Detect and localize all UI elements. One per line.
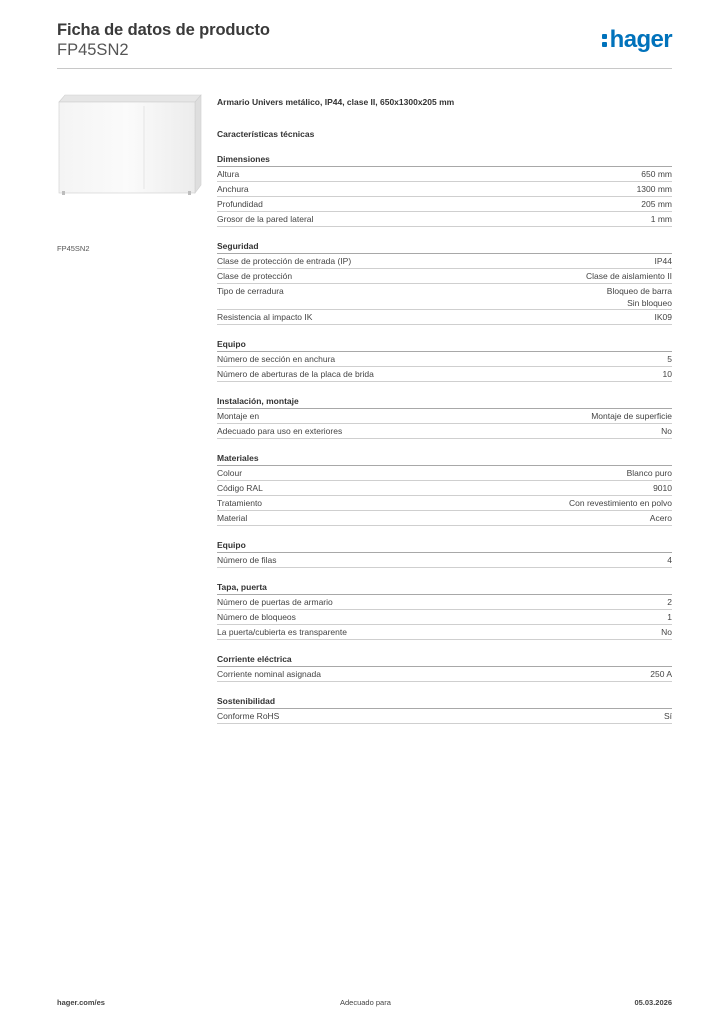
spec-content bbox=[217, 96, 672, 724]
spec-value: 650 mm bbox=[641, 169, 672, 179]
spec-value: IP44 bbox=[654, 256, 672, 266]
image-caption: FP45SN2 bbox=[57, 244, 90, 253]
spec-value: 1 bbox=[667, 612, 672, 622]
logo-mark-icon bbox=[602, 30, 608, 48]
spec-label: Resistencia al impacto IK bbox=[217, 312, 313, 322]
spec-value: 250 A bbox=[650, 669, 672, 679]
spec-label: Altura bbox=[217, 169, 240, 179]
header-divider bbox=[57, 68, 672, 69]
spec-row bbox=[217, 254, 672, 269]
section-title: Materiales bbox=[217, 452, 672, 466]
spec-row bbox=[217, 625, 672, 640]
spec-label: La puerta/cubierta es transparente bbox=[217, 627, 347, 637]
spec-value: 205 mm bbox=[641, 199, 672, 209]
section-title: Instalación, montaje bbox=[217, 395, 672, 409]
spec-value: Bloqueo de barra Sin bloqueo bbox=[606, 286, 672, 308]
spec-row bbox=[217, 553, 672, 568]
spec-row bbox=[217, 709, 672, 724]
spec-value: 4 bbox=[667, 555, 672, 565]
spec-row bbox=[217, 511, 672, 526]
spec-row bbox=[217, 197, 672, 212]
spec-value: IK09 bbox=[654, 312, 672, 322]
section-title: Dimensiones bbox=[217, 153, 672, 167]
spec-row bbox=[217, 466, 672, 481]
spec-label: Grosor de la pared lateral bbox=[217, 214, 314, 224]
spec-value: 9010 bbox=[653, 483, 672, 493]
spec-row bbox=[217, 367, 672, 382]
spec-label: Número de puertas de armario bbox=[217, 597, 333, 607]
spec-label: Anchura bbox=[217, 184, 249, 194]
spec-section bbox=[217, 153, 672, 227]
section-title: Equipo bbox=[217, 338, 672, 352]
spec-label: Número de bloqueos bbox=[217, 612, 296, 622]
spec-label: Adecuado para uso en exteriores bbox=[217, 426, 343, 436]
spec-label: Tratamiento bbox=[217, 498, 263, 508]
spec-value: Blanco puro bbox=[626, 468, 672, 478]
page-header bbox=[57, 20, 672, 70]
spec-row bbox=[217, 424, 672, 439]
section-title: Corriente eléctrica bbox=[217, 653, 672, 667]
spec-row bbox=[217, 595, 672, 610]
spec-row bbox=[217, 284, 672, 310]
section-title: Sostenibilidad bbox=[217, 695, 672, 709]
page-title: Ficha de datos de producto bbox=[57, 21, 270, 39]
spec-value: Con revestimiento en polvo bbox=[568, 498, 672, 508]
spec-section bbox=[217, 581, 672, 640]
spec-value: Sí bbox=[663, 711, 672, 721]
spec-value: 1300 mm bbox=[636, 184, 672, 194]
spec-value: Clase de aislamiento II bbox=[586, 271, 672, 281]
section-title: Seguridad bbox=[217, 240, 672, 254]
spec-row bbox=[217, 352, 672, 367]
spec-label: Colour bbox=[217, 468, 243, 478]
footer-website[interactable]: hager.com/es bbox=[57, 998, 105, 1007]
spec-row bbox=[217, 610, 672, 625]
spec-label: Número de filas bbox=[217, 555, 277, 565]
spec-label: Número de sección en anchura bbox=[217, 354, 336, 364]
spec-value: Montaje de superficie bbox=[591, 411, 672, 421]
spec-label: Profundidad bbox=[217, 199, 263, 209]
spec-label: Montaje en bbox=[217, 411, 260, 421]
spec-label: Corriente nominal asignada bbox=[217, 669, 321, 679]
page-footer bbox=[57, 998, 672, 1010]
spec-section bbox=[217, 240, 672, 325]
section-title: Tapa, puerta bbox=[217, 581, 672, 595]
logo-text: hager bbox=[609, 26, 672, 53]
spec-section bbox=[217, 695, 672, 724]
product-code: FP45SN2 bbox=[57, 41, 129, 59]
spec-row bbox=[217, 310, 672, 325]
spec-row bbox=[217, 667, 672, 682]
footer-date: 05.03.2026 bbox=[634, 998, 672, 1007]
spec-row bbox=[217, 269, 672, 284]
spec-value: 5 bbox=[667, 354, 672, 364]
spec-row bbox=[217, 167, 672, 182]
spec-section bbox=[217, 395, 672, 439]
spec-value: No bbox=[661, 426, 672, 436]
spec-value: 1 mm bbox=[650, 214, 672, 224]
footer-center-text: Adecuado para bbox=[340, 998, 391, 1007]
spec-row bbox=[217, 496, 672, 511]
spec-section bbox=[217, 539, 672, 568]
spec-row bbox=[217, 182, 672, 197]
hager-logo bbox=[602, 26, 672, 54]
section-title: Equipo bbox=[217, 539, 672, 553]
spec-sections bbox=[217, 153, 672, 724]
spec-label: Código RAL bbox=[217, 483, 263, 493]
spec-label: Clase de protección de entrada (IP) bbox=[217, 256, 352, 266]
spec-section bbox=[217, 338, 672, 382]
product-image bbox=[57, 94, 203, 202]
spec-label: Material bbox=[217, 513, 248, 523]
spec-section bbox=[217, 452, 672, 526]
product-description: Armario Univers metálico, IP44, clase II, 650x1300x205 mm bbox=[217, 97, 455, 107]
spec-value: Acero bbox=[649, 513, 672, 523]
spec-section bbox=[217, 653, 672, 682]
spec-value: No bbox=[661, 627, 672, 637]
spec-label: Tipo de cerradura bbox=[217, 286, 284, 296]
spec-row bbox=[217, 212, 672, 227]
spec-label: Número de aberturas de la placa de brida bbox=[217, 369, 374, 379]
spec-label: Clase de protección bbox=[217, 271, 293, 281]
spec-value: 10 bbox=[662, 369, 672, 379]
spec-row bbox=[217, 481, 672, 496]
spec-label: Conforme RoHS bbox=[217, 711, 280, 721]
technical-heading: Características técnicas bbox=[217, 129, 315, 139]
spec-row bbox=[217, 409, 672, 424]
spec-value: 2 bbox=[667, 597, 672, 607]
